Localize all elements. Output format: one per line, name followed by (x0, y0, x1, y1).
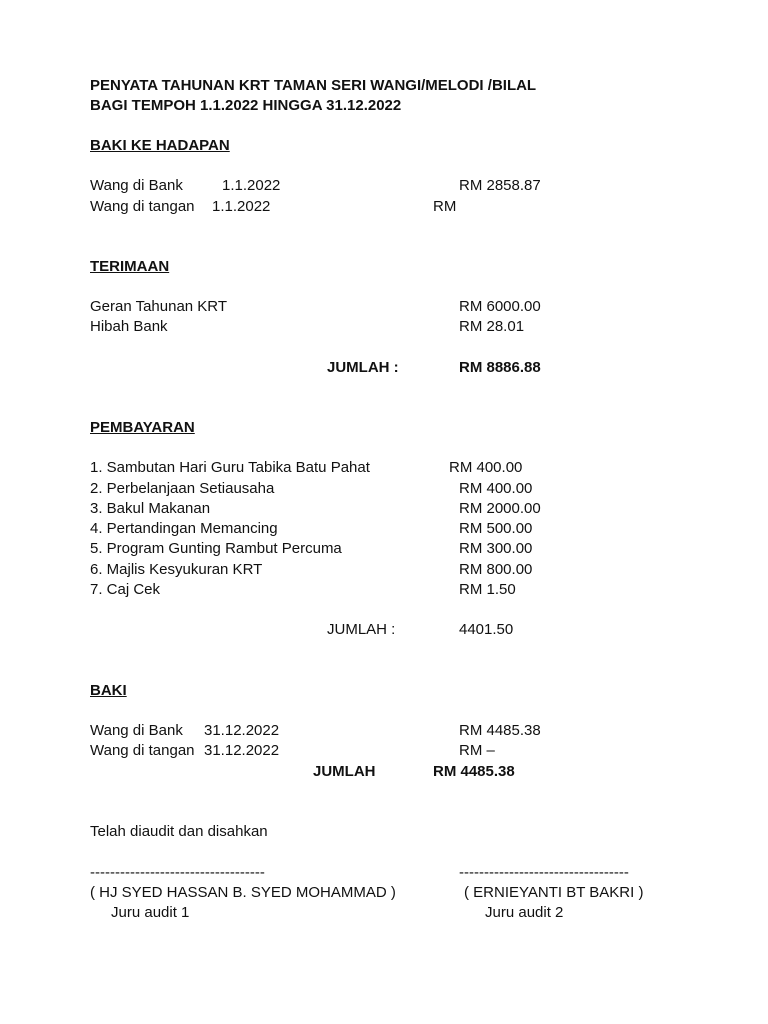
payments-total-amount: 4401.50 (459, 621, 514, 638)
closing-bank-date: 31.12.2022 (204, 722, 280, 739)
closing-cash-date: 31.12.2022 (204, 742, 280, 759)
closing-total-label: JUMLAH (313, 763, 376, 780)
closing-total-amount: RM 4485.38 (433, 763, 515, 780)
document-title: PENYATA TAHUNAN KRT TAMAN SERI WANGI/MELODI /BILAL (90, 77, 537, 94)
receipt-amount: RM 6000.00 (459, 298, 541, 315)
payment-item-amount: RM 300.00 (459, 540, 533, 557)
receipts-total-amount: RM 8886.88 (459, 359, 541, 376)
receipt-label: Geran Tahunan KRT (90, 298, 228, 315)
receipts-total-label: JUMLAH : (327, 359, 399, 376)
section-heading-baki: BAKI (90, 682, 127, 699)
payment-item-label: 2. Perbelanjaan Setiausaha (90, 480, 275, 497)
section-heading-pembayaran: PEMBAYARAN (90, 419, 195, 436)
opening-cash-amount: RM (433, 198, 457, 215)
payment-item-amount: RM 800.00 (459, 561, 533, 578)
audit-statement: Telah diaudit dan disahkan (90, 823, 268, 840)
closing-bank-amount: RM 4485.38 (459, 722, 541, 739)
payment-item-label: 3. Bakul Makanan (90, 500, 211, 517)
opening-cash-label: Wang di tangan (90, 198, 195, 215)
receipt-amount: RM 28.01 (459, 318, 525, 335)
opening-bank-date: 1.1.2022 (222, 177, 281, 194)
payments-total-label: JUMLAH : (327, 621, 396, 638)
payment-item-amount: RM 400.00 (459, 480, 533, 497)
payment-item-label: 7. Caj Cek (90, 581, 161, 598)
auditor-1-role: Juru audit 1 (111, 904, 190, 921)
closing-cash-amount: RM – (459, 742, 495, 759)
receipt-label: Hibah Bank (90, 318, 168, 335)
payment-item-label: 1. Sambutan Hari Guru Tabika Batu Pahat (90, 459, 370, 476)
signature-line-auditor-2: ---------------------------------- (459, 864, 629, 881)
closing-bank-label: Wang di Bank (90, 722, 183, 739)
payment-item-amount: RM 2000.00 (459, 500, 541, 517)
payment-item-amount: RM 400.00 (449, 459, 523, 476)
payment-item-label: 4. Pertandingan Memancing (90, 520, 278, 537)
document-period: BAGI TEMPOH 1.1.2022 HINGGA 31.12.2022 (90, 97, 402, 114)
closing-cash-label: Wang di tangan (90, 742, 195, 759)
payment-item-label: 6. Majlis Kesyukuran KRT (90, 561, 263, 578)
auditor-2-name: ( ERNIEYANTI BT BAKRI ) (464, 884, 644, 901)
section-heading-terimaan: TERIMAAN (90, 258, 170, 275)
payment-item-label: 5. Program Gunting Rambut Percuma (90, 540, 342, 557)
opening-bank-amount: RM 2858.87 (459, 177, 541, 194)
opening-bank-label: Wang di Bank (90, 177, 183, 194)
opening-cash-date: 1.1.2022 (212, 198, 271, 215)
auditor-2-role: Juru audit 2 (485, 904, 564, 921)
payment-item-amount: RM 500.00 (459, 520, 533, 537)
payment-item-amount: RM 1.50 (459, 581, 516, 598)
signature-line-auditor-1: ----------------------------------- (90, 864, 265, 881)
section-heading-baki-ke-hadapan: BAKI KE HADAPAN (90, 137, 230, 154)
auditor-1-name: ( HJ SYED HASSAN B. SYED MOHAMMAD ) (90, 884, 396, 901)
